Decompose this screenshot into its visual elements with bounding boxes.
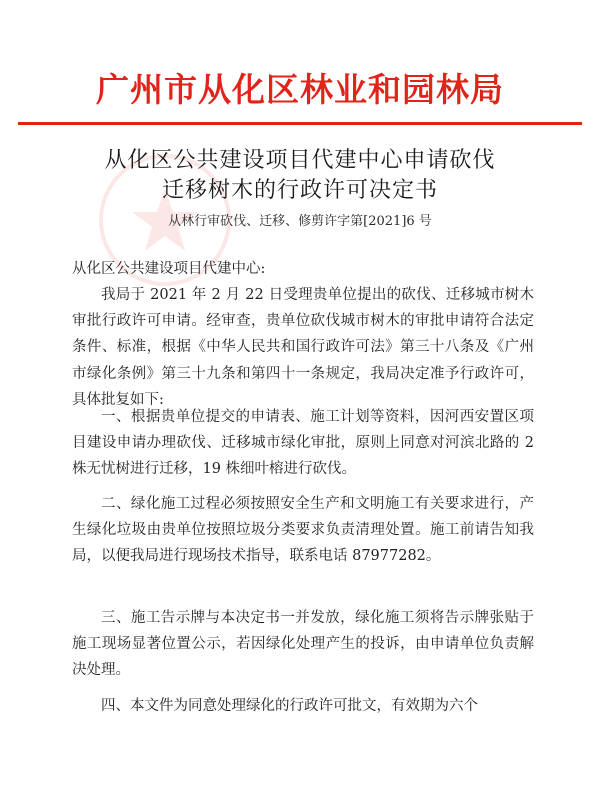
paragraph-item-1: 一、根据贵单位提交的申请表、施工计划等资料，因河西安置区项目建设申请办理砍伐、迁移城市绿化审批，原则上同意对河滨北路的 2 株无忧树进行迁移，19 株细叶榕进行砍伐。 [72, 409, 534, 478]
paragraph-intro: 我局于 2021 年 2 月 22 日受理贵单位提出的砍伐、迁移城市树木审批行政许可申请。经审查，贵单位砍伐城市树木的审批申请符合法定条件、标准，根据《中华人民共和国行政许可法》第三十八条及《广州市绿化条例》第三十九条和第四十一条规定，我局决定准予行政许可，具体批复如下: [72, 287, 534, 408]
document-number: 从林行审砍伐、迁移、修剪许字第[2021]6 号 [168, 214, 432, 229]
paragraph-item-4: 四、本文件为同意处理绿化的行政许可批文，有效期为六个 [101, 698, 478, 714]
document-title-line-2: 迁移树木的行政许可决定书 [161, 178, 438, 203]
salutation: 从化区公共建设项目代建中心: [72, 261, 266, 277]
paragraph-item-3: 三、施工告示牌与本决定书一并发放，绿化施工须将告示牌张贴于施工现场显著位置公示，若因绿化处理产生的投诉，由申请单位负责解决处理。 [72, 610, 534, 679]
red-divider-line [18, 122, 582, 125]
paragraph-item-2: 二、绿化施工过程必须按照安全生产和文明施工有关要求进行，产生绿化垃圾由贵单位按照垃圾分类要求负责清理处置。施工前请告知我局，以便我局进行现场技术指导，联系电话 87977282。 [72, 496, 534, 565]
agency-letterhead: 广州市从化区林业和园林局 [96, 70, 504, 109]
document-title-line-1: 从化区公共建设项目代建中心申请砍伐 [104, 148, 496, 173]
